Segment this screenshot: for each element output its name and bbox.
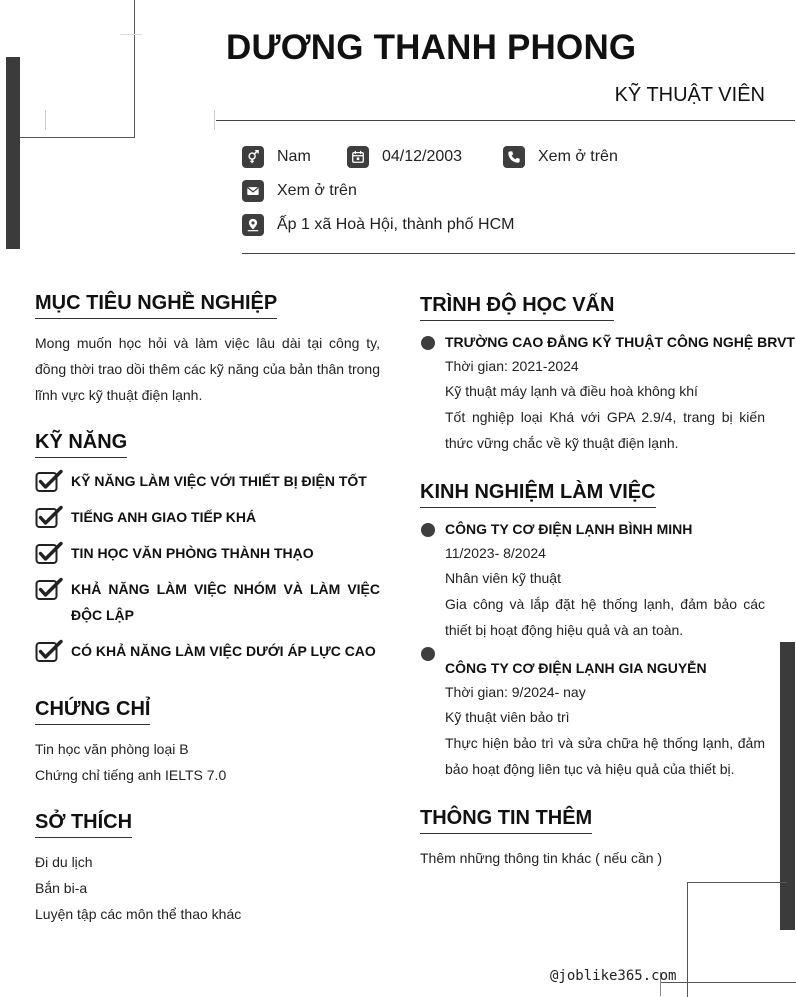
skill-item bbox=[35, 504, 380, 530]
hobbies-title: SỞ THÍCH bbox=[35, 811, 132, 838]
decor-tick bbox=[214, 110, 215, 130]
checkbox-checked-icon bbox=[35, 639, 63, 661]
info-divider bbox=[242, 253, 795, 254]
education-desc: Tốt nghiệp loại Khá với GPA 2.9/4, trang bị kiến thức vững chắc về kỹ thuật điện lạnh. bbox=[445, 409, 765, 451]
decor-tick bbox=[120, 34, 142, 35]
hobby-item: Đi du lịch bbox=[35, 854, 93, 870]
job-title: KỸ THUẬT VIÊN bbox=[614, 84, 765, 106]
timeline-bullet bbox=[421, 523, 435, 537]
skills-title: KỸ NĂNG bbox=[35, 431, 127, 458]
job-company: CÔNG TY CƠ ĐIỆN LẠNH BÌNH MINH bbox=[445, 521, 693, 537]
info-email bbox=[242, 180, 357, 202]
certificates-title: CHỨNG CHỈ bbox=[35, 698, 150, 725]
skill-item bbox=[35, 576, 380, 628]
job-desc: Thực hiện bảo trì và sửa chữa hệ thống lạnh, đảm bảo hoạt động liên tục và hiệu quả của thiết bị. bbox=[445, 735, 765, 777]
calendar-icon bbox=[347, 146, 369, 168]
header-divider bbox=[216, 120, 795, 121]
info-birthday-value: 04/12/2003 bbox=[382, 148, 463, 165]
objective-text: Mong muốn học hỏi và làm việc lâu dài tại công ty, đồng thời trao dồi thêm các kỹ năng của bản thân trong lĩnh vực kỹ thuật điện lạnh. bbox=[35, 335, 380, 403]
job-time: 11/2023- 8/2024 bbox=[445, 545, 546, 561]
info-gender bbox=[242, 146, 311, 168]
info-address bbox=[242, 214, 514, 236]
decor-bar-left bbox=[6, 57, 20, 249]
timeline-bullet bbox=[421, 647, 435, 661]
decor-tick bbox=[45, 110, 46, 130]
checkbox-checked-icon bbox=[35, 541, 63, 563]
hobby-item: Bắn bi-a bbox=[35, 880, 88, 896]
info-email-value: Xem ở trên bbox=[277, 182, 357, 199]
job-company: CÔNG TY CƠ ĐIỆN LẠNH GIA NGUYỄN bbox=[445, 660, 707, 676]
candidate-name: DƯƠNG THANH PHONG bbox=[226, 28, 637, 67]
info-birthday bbox=[347, 146, 462, 168]
mail-icon bbox=[242, 180, 264, 202]
job-time: Thời gian: 9/2024- nay bbox=[445, 684, 586, 700]
watermark: @joblike365.com bbox=[550, 968, 677, 984]
objective-title: MỤC TIÊU NGHỀ NGHIỆP bbox=[35, 292, 277, 319]
education-major: Kỹ thuật máy lạnh và điều hoà không khí bbox=[445, 383, 698, 399]
job-desc: Gia công và lắp đặt hệ thống lạnh, đảm bảo các thiết bị hoạt động hiệu quả và an toàn. bbox=[445, 596, 765, 638]
certificate-item: Tin học văn phòng loại B bbox=[35, 741, 189, 757]
skill-label: TIẾNG ANH GIAO TIẾP KHÁ bbox=[71, 509, 257, 525]
skill-label: CÓ KHẢ NĂNG LÀM VIỆC DƯỚI ÁP LỰC CAO bbox=[71, 643, 376, 659]
experience-title: KINH NGHIỆM LÀM VIỆC bbox=[420, 481, 656, 508]
skill-item bbox=[35, 468, 380, 494]
job-role: Kỹ thuật viên bảo trì bbox=[445, 709, 570, 725]
extra-text: Thêm những thông tin khác ( nếu cần ) bbox=[420, 850, 663, 866]
decor-frame-top-left bbox=[20, 0, 135, 138]
skill-label: TIN HỌC VĂN PHÒNG THÀNH THẠO bbox=[71, 545, 314, 561]
education-school: TRƯỜNG CAO ĐẲNG KỸ THUẬT CÔNG NGHỆ BRVT bbox=[445, 334, 795, 350]
extra-title: THÔNG TIN THÊM bbox=[420, 807, 592, 834]
checkbox-checked-icon bbox=[35, 577, 63, 599]
skill-label: KHẢ NĂNG LÀM VIỆC NHÓM VÀ LÀM VIỆC ĐỘC LẬP bbox=[71, 581, 380, 623]
skill-item bbox=[35, 540, 380, 566]
phone-icon bbox=[503, 146, 525, 168]
decor-frame-bottom-right bbox=[687, 882, 787, 997]
gender-icon bbox=[242, 146, 264, 168]
hobby-item: Luyện tập các môn thể thao khác bbox=[35, 906, 242, 922]
info-address-value: Ấp 1 xã Hoà Hội, thành phố HCM bbox=[277, 216, 515, 233]
certificate-item: Chứng chỉ tiếng anh IELTS 7.0 bbox=[35, 767, 227, 783]
skill-item bbox=[35, 638, 380, 664]
info-gender-value: Nam bbox=[277, 148, 311, 165]
job-role: Nhân viên kỹ thuật bbox=[445, 570, 561, 586]
education-title: TRÌNH ĐỘ HỌC VẤN bbox=[420, 294, 614, 321]
timeline-bullet bbox=[421, 336, 435, 350]
info-phone bbox=[503, 146, 618, 168]
education-time: Thời gian: 2021-2024 bbox=[445, 358, 579, 374]
checkbox-checked-icon bbox=[35, 505, 63, 527]
checkbox-checked-icon bbox=[35, 469, 63, 491]
skill-label: KỸ NĂNG LÀM VIỆC VỚI THIẾT BỊ ĐIỆN TỐT bbox=[71, 473, 367, 489]
info-phone-value: Xem ở trên bbox=[538, 148, 618, 165]
location-icon bbox=[242, 214, 264, 236]
decor-line bbox=[660, 982, 796, 983]
